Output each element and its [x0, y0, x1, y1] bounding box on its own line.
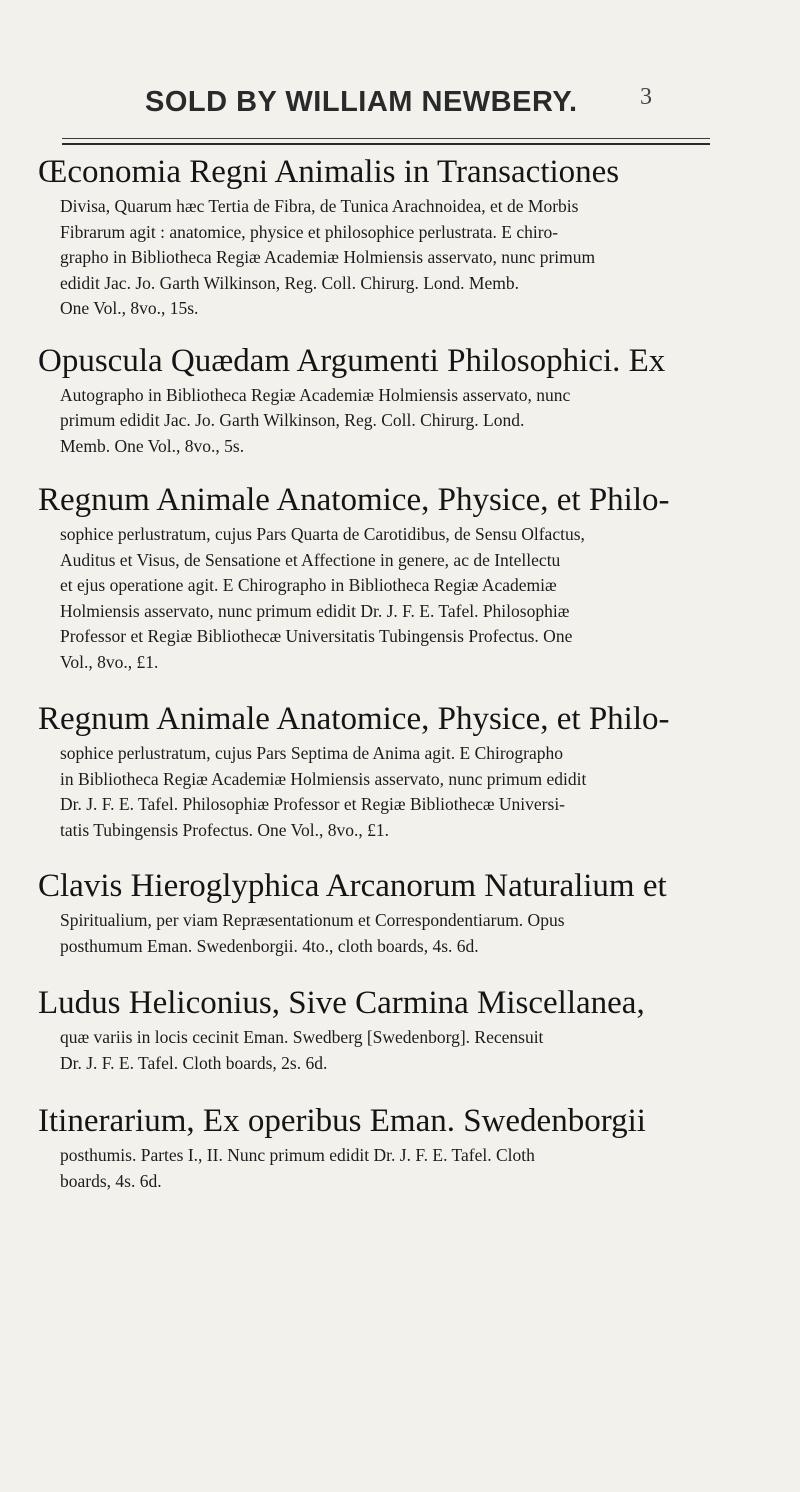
entry-line: Dr. J. F. E. Tafel. Philosophiæ Professor et Regiæ Bibliothecæ Universi- — [60, 794, 566, 814]
entry-line: Dr. J. F. E. Tafel. Cloth boards, 2s. 6d. — [60, 1052, 328, 1073]
entry-description — [60, 522, 768, 675]
entry-line: in Bibliotheca Regiæ Academiæ Holmiensis asservato, nunc primum edidit — [60, 768, 587, 789]
entry-title: Regnum Animale Anatomice, Physice, et Philo- — [38, 482, 670, 518]
catalogue-entry-4 — [38, 697, 768, 843]
entry-line: Memb. One Vol., 8vo., 5s. — [60, 435, 245, 456]
entry-line: sophice perlustratum, cujus Pars Quarta de Carotidibus, de Sensu Olfactus, — [60, 524, 585, 544]
entry-title: Clavis Hieroglyphica Arcanorum Naturalium et — [38, 868, 667, 904]
entry-description — [60, 383, 768, 460]
header-rule-thin — [62, 138, 710, 139]
entry-line: posthumum Eman. Swedenborgii. 4to., cloth boards, 4s. 6d. — [60, 935, 479, 956]
entry-title: Itinerarium, Ex operibus Eman. Swedenborgii — [38, 1103, 646, 1139]
running-head — [0, 86, 800, 126]
entry-line: grapho in Bibliotheca Regiæ Academiæ Holmiensis asservato, nunc primum — [60, 247, 596, 267]
entry-line: Professor et Regiæ Bibliothecæ Universitatis Tubingensis Profectus. One — [60, 626, 573, 646]
entry-line: tatis Tubingensis Profectus. One Vol., 8vo., £1. — [60, 819, 389, 840]
entry-title: Œconomia Regni Animalis in Transactiones — [38, 154, 620, 190]
catalogue-list — [38, 150, 768, 1194]
catalogue-entry-6 — [38, 981, 768, 1076]
entry-line: Autographo in Bibliotheca Regiæ Academiæ Holmiensis asservato, nunc — [60, 384, 571, 405]
entry-description — [60, 1143, 768, 1194]
entry-description — [60, 741, 768, 843]
entry-line: boards, 4s. 6d. — [60, 1170, 162, 1191]
entry-line: edidit Jac. Jo. Garth Wilkinson, Reg. Coll. Chirurg. Lond. Memb. — [60, 272, 519, 293]
entry-line: One Vol., 8vo., 15s. — [60, 298, 199, 318]
running-title: SOLD BY WILLIAM NEWBERY. — [145, 86, 578, 118]
entry-line: Divisa, Quarum hæc Tertia de Fibra, de Tunica Arachnoidea, et de Morbis — [60, 196, 579, 216]
catalogue-entry-7 — [38, 1099, 768, 1194]
entry-line: Vol., 8vo., £1. — [60, 651, 159, 672]
entry-description — [60, 908, 768, 959]
catalogue-entry-1 — [38, 150, 768, 322]
header-rule-thick — [62, 143, 710, 145]
entry-description — [60, 194, 768, 322]
catalogue-entry-5 — [38, 864, 768, 959]
catalogue-entry-2 — [38, 339, 768, 460]
entry-line: posthumis. Partes I., II. Nunc primum edidit Dr. J. F. E. Tafel. Cloth — [60, 1145, 535, 1165]
entry-title: Ludus Heliconius, Sive Carmina Miscellanea, — [38, 985, 645, 1021]
entry-line: sophice perlustratum, cujus Pars Septima de Anima agit. E Chirographo — [60, 743, 564, 763]
entry-description — [60, 1025, 768, 1076]
page-number: 3 — [640, 84, 652, 110]
entry-line: Fibrarum agit : anatomice, physice et philosophice perlustrata. E chiro- — [60, 221, 559, 242]
entry-line: Auditus et Visus, de Sensatione et Affectione in genere, ac de Intellectu — [60, 549, 561, 570]
entry-line: primum edidit Jac. Jo. Garth Wilkinson, Reg. Coll. Chirurg. Lond. — [60, 410, 525, 430]
entry-line: et ejus operatione agit. E Chirographo in Bibliotheca Regiæ Academiæ — [60, 575, 557, 595]
entry-title: Opuscula Quædam Argumenti Philosophici. Ex — [38, 342, 666, 379]
entry-line: quæ variis in locis cecinit Eman. Swedberg [Swedenborg]. Recensuit — [60, 1027, 544, 1047]
entry-line: Holmiensis asservato, nunc primum edidit Dr. J. F. E. Tafel. Philosophiæ — [60, 600, 570, 621]
entry-line: Spiritualium, per viam Repræsentationum et Correspondentiarum. Opus — [60, 910, 565, 930]
catalogue-entry-3 — [38, 478, 768, 675]
entry-title: Regnum Animale Anatomice, Physice, et Philo- — [38, 701, 670, 737]
